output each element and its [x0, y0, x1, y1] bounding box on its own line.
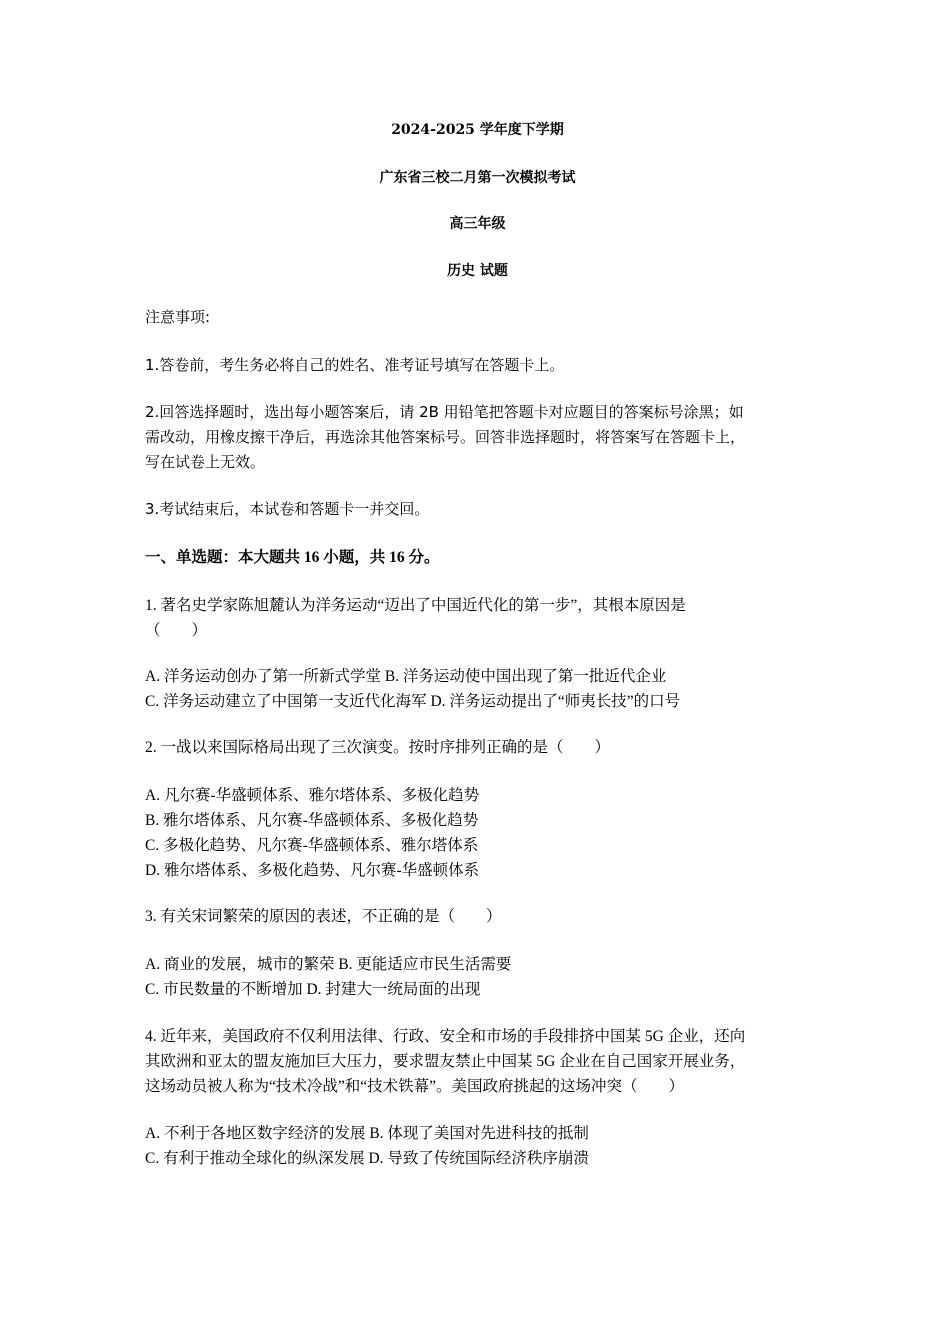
question-4-options	[145, 1121, 810, 1171]
question-4-stem-line-2: 其欧洲和亚太的盟友施加巨大压力，要求盟友禁止中国某 5G 企业在自己国家开展业务，	[145, 1053, 746, 1070]
exam-year-title: 2024-2025 学年度下学期	[391, 122, 564, 138]
exam-name-title: 广东省三校二月第一次模拟考试	[379, 170, 576, 186]
notes-item-2-line-2: 需改动，用橡皮擦干净后，再选涂其他答案标号。回答非选择题时，将答案写在答题卡上，	[145, 428, 746, 446]
notes-item-2-line-3: 写在试卷上无效。	[145, 453, 266, 471]
question-1-options-line-1: A. 洋务运动创办了第一所新式学堂 B. 洋务运动使中国出现了第一批近代企业	[145, 668, 667, 685]
question-4-stem-line-3: 这场动员被人称为“技术冷战”和“技术铁幕”。美国政府挑起的这场冲突（ ）	[145, 1078, 685, 1095]
question-1-stem-line-1: 1. 著名史学家陈旭麓认为洋务运动“迈出了中国近代化的第一步”，其根本原因是	[145, 597, 686, 614]
question-4-options-line-2: C. 有利于推动全球化的纵深发展 D. 导致了传统国际经济秩序崩溃	[145, 1150, 589, 1167]
question-4-stem-line-1: 4. 近年来，美国政府不仅利用法律、行政、安全和市场的手段排挤中国某 5G 企业，还向	[145, 1028, 746, 1045]
notes-title: 注意事项:	[145, 308, 211, 326]
question-1-options-line-2: C. 洋务运动建立了中国第一支近代化海军 D. 洋务运动提出了“师夷长技”的口号	[145, 693, 681, 710]
question-2-options	[145, 783, 810, 883]
question-3-options	[145, 952, 810, 1002]
question-2-option-b: B. 雅尔塔体系、凡尔赛-华盛顿体系、多极化趋势	[145, 812, 479, 829]
subject-title: 历史 试题	[447, 263, 508, 279]
notes-item-3: 3.考试结束后，本试卷和答题卡一并交回。	[145, 500, 430, 518]
section-title: 一、单选题：本大题共 16 小题，共 16 分。	[145, 549, 440, 566]
question-4-stem	[145, 1024, 810, 1099]
question-1-stem-line-2: （ ）	[145, 622, 208, 639]
notes-item-2	[145, 400, 810, 475]
notes-item-2-line-1: 2.回答选择题时，选出每小题答案后，请 2B 用铅笔把答题卡对应题目的答案标号涂黑；如	[145, 403, 744, 421]
question-1-stem	[145, 593, 810, 643]
question-4-options-line-1: A. 不利于各地区数字经济的发展 B. 体现了美国对先进科技的抵制	[145, 1125, 589, 1142]
question-3-options-line-2: C. 市民数量的不断增加 D. 封建大一统局面的出现	[145, 981, 481, 998]
grade-title: 高三年级	[449, 216, 506, 232]
question-2-option-c: C. 多极化趋势、凡尔赛-华盛顿体系、雅尔塔体系	[145, 837, 479, 854]
question-3-stem: 3. 有关宋词繁荣的原因的表述，不正确的是（ ）	[145, 908, 502, 925]
notes-item-1: 1.答卷前，考生务必将自己的姓名、准考证号填写在答题卡上。	[145, 356, 565, 374]
question-2-option-d: D. 雅尔塔体系、多极化趋势、凡尔赛-华盛顿体系	[145, 862, 480, 879]
question-1-options	[145, 664, 810, 714]
question-3-options-line-1: A. 商业的发展，城市的繁荣 B. 更能适应市民生活需要	[145, 956, 512, 973]
question-2-stem: 2. 一战以来国际格局出现了三次演变。按时序排列正确的是（ ）	[145, 739, 611, 756]
question-2-option-a: A. 凡尔赛-华盛顿体系、雅尔塔体系、多极化趋势	[145, 787, 480, 804]
